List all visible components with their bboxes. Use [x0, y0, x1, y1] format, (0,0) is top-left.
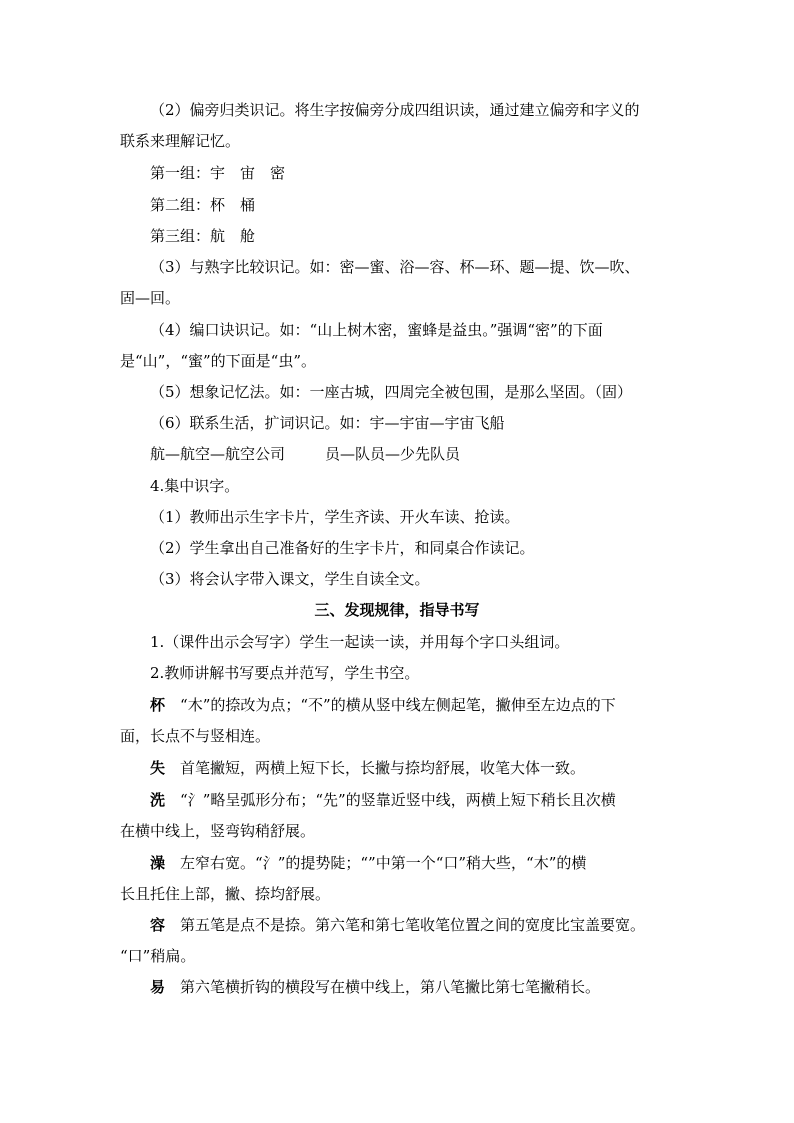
paragraph-line: 联系来理解记忆。: [120, 132, 241, 150]
paragraph-line: 第二组：杯 桶: [150, 196, 256, 214]
char-note: [150, 853, 586, 873]
char-note: [150, 695, 616, 715]
paragraph-line: （6）联系生活，扩词识记。如：宇—宇宙—宇宙飞船: [150, 414, 505, 432]
char-note-text: 第六笔横折钩的横段写在横中线上，第八笔撇比第七笔撇稍长。: [180, 978, 601, 996]
char-label: 容: [150, 916, 166, 934]
char-note: [150, 915, 645, 935]
char-note: [150, 758, 585, 778]
paragraph-line: 在横中线上，竖弯钩稍舒展。: [120, 822, 316, 840]
paragraph-line: （2）偏旁归类识记。将生字按偏旁分成四组识读，通过建立偏旁和字义的: [150, 101, 640, 119]
char-note-text: “氵”略呈弧形分布；“先”的竖靠近竖中线，两横上短下稍长且次横: [180, 791, 616, 809]
char-note-text: 左窄右宽。“氵”的提势陡；“”中第一个“口”稍大些，“木”的横: [180, 854, 587, 872]
word-chain-2: 员—队员—少先队员: [325, 445, 461, 463]
char-note-text: 首笔撇短，两横上短下长，长撇与捺均舒展，收笔大体一致。: [180, 759, 586, 777]
section-heading: 三、发现规律，指导书写: [314, 601, 480, 619]
paragraph-line: （5）想象记忆法。如：一座古城，四周完全被包围，是那么坚固。（固）: [150, 383, 633, 401]
paragraph-line: （3）将会认字带入课文，学生自读全文。: [150, 570, 430, 588]
paragraph-line: 固—回。: [120, 289, 181, 307]
char-note-text: “木”的捺改为点；“不”的横从竖中线左侧起笔，撇伸至左边点的下: [180, 696, 616, 714]
paragraph-line: [150, 444, 460, 464]
char-label: 澡: [150, 854, 166, 872]
paragraph-line: （1）教师出示生字卡片，学生齐读、开火车读、抢读。: [150, 508, 520, 526]
char-label: 洗: [150, 791, 166, 809]
char-note: [150, 977, 600, 997]
word-chain-1: 航—航空—航空公司: [150, 445, 286, 463]
paragraph-line: （3）与熟字比较识记。如：密—蜜、浴—容、杯—环、题—提、饮—吹、: [150, 258, 640, 276]
char-label: 易: [150, 978, 166, 996]
paragraph-line: 面，长点不与竖相连。: [120, 727, 271, 745]
char-note: [150, 790, 616, 810]
paragraph-line: 1.（课件出示会写字）学生一起读一读，并用每个字口头组词。: [150, 633, 570, 651]
paragraph-line: （4）编口诀识记。如：“山上树木密，蜜蜂是益虫。”强调“密”的下面: [150, 321, 603, 339]
char-label: 失: [150, 759, 166, 777]
paragraph-line: “口”稍扁。: [120, 947, 196, 965]
char-note-text: 第五笔是点不是捺。第六笔和第七笔收笔位置之间的宽度比宝盖要宽。: [180, 916, 646, 934]
paragraph-line: 2.教师讲解书写要点并范写，学生书空。: [150, 664, 420, 682]
paragraph-line: 第三组：航 舱: [150, 227, 256, 245]
paragraph-line: 长且托住上部，撇、捺均舒展。: [120, 885, 331, 903]
char-label: 杯: [150, 696, 166, 714]
paragraph-line: 4.集中识字。: [150, 477, 240, 495]
paragraph-line: （2）学生拿出自己准备好的生字卡片，和同桌合作读记。: [150, 539, 535, 557]
paragraph-line: 是“山”，“蜜”的下面是“虫”。: [120, 352, 317, 370]
paragraph-line: 第一组：宇 宙 密: [150, 164, 286, 182]
